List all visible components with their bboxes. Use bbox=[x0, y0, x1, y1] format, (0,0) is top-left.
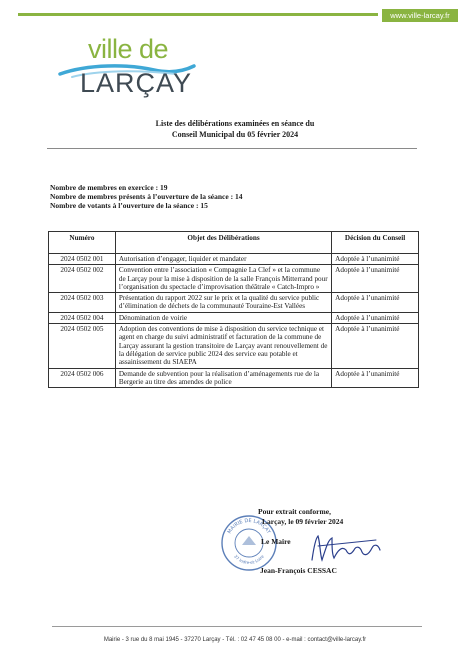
table-row bbox=[49, 312, 419, 323]
footer-divider bbox=[52, 626, 422, 627]
header-decision: Décision du Conseil bbox=[332, 232, 419, 254]
signature-block bbox=[258, 507, 344, 575]
row-numero: 2024 0502 005 bbox=[49, 324, 116, 368]
title-line-1: Liste des délibérations examinées en séance du bbox=[155, 119, 315, 128]
table-row bbox=[49, 324, 419, 368]
svg-text:37 Indre-et-Loire: 37 Indre-et-Loire bbox=[233, 553, 265, 566]
row-decision: Adoptée à l’unanimité bbox=[332, 265, 419, 293]
count-present: Nombre de membres présents à l’ouverture de la séance : 14 bbox=[50, 192, 243, 201]
header-green-rule bbox=[18, 13, 378, 16]
member-counts bbox=[50, 183, 242, 210]
count-members: Nombre de membres en exercice : 19 bbox=[50, 183, 168, 192]
logo-text-bottom: LARÇAY bbox=[80, 68, 193, 98]
row-decision: Adoptée à l’unanimité bbox=[332, 254, 419, 265]
signature-name: Jean-François CESSAC bbox=[260, 566, 337, 575]
row-numero: 2024 0502 004 bbox=[49, 312, 116, 323]
table-row bbox=[49, 368, 419, 388]
title-divider bbox=[47, 148, 417, 149]
logo-text-top: ville de bbox=[88, 34, 169, 64]
document-title bbox=[0, 118, 470, 140]
row-objet: Autorisation d’engager, liquider et mandater bbox=[115, 254, 331, 265]
signature-role: Le Maire bbox=[261, 537, 291, 546]
handwritten-signature bbox=[308, 532, 384, 566]
header-objet: Objet des Délibérations bbox=[115, 232, 331, 254]
row-objet: Adoption des conventions de mise à disposition du service technique et agent en charge du suivi administratif et facturation de la commune de Larçay assurant la gestion transitoire de Larçay avant renouvellement de la délégation de service public 2024 des service eau potable et assainissement du SIAEPA bbox=[115, 324, 331, 368]
row-numero: 2024 0502 001 bbox=[49, 254, 116, 265]
signature-line-2: Larçay, le 09 février 2024 bbox=[262, 516, 344, 526]
table-row bbox=[49, 254, 419, 265]
row-decision: Adoptée à l’unanimité bbox=[332, 293, 419, 313]
row-numero: 2024 0502 002 bbox=[49, 265, 116, 293]
ville-de-larcay-logo bbox=[58, 34, 198, 102]
row-numero: 2024 0502 003 bbox=[49, 293, 116, 313]
table-row bbox=[49, 293, 419, 313]
row-decision: Adoptée à l’unanimité bbox=[332, 368, 419, 388]
title-line-2: Conseil Municipal du 05 février 2024 bbox=[171, 130, 299, 139]
table-header-row bbox=[49, 232, 419, 254]
row-numero: 2024 0502 006 bbox=[49, 368, 116, 388]
row-objet: Présentation du rapport 2022 sur le prix et la qualité du service public d’élimination de déchets de la communauté Touraine-Est Vallées bbox=[115, 293, 331, 313]
table-row bbox=[49, 265, 419, 293]
svg-text:MAIRIE DE LARÇAY: MAIRIE DE LARÇAY bbox=[226, 517, 272, 535]
row-objet: Convention entre l’association « Compagnie La Clef » et la commune de Larçay pour la mise à disposition de la salle François Mitterrand pour l’organisation du spectacle d’improvisation théâtrale « Catch-Impro » bbox=[115, 265, 331, 293]
signature-line-1: Pour extrait conforme, bbox=[258, 507, 331, 516]
footer-contact: Mairie - 3 rue du 8 mai 1945 - 37270 Larçay - Tél. : 02 47 45 08 00 - e-mail : contact@ville-larcay.fr bbox=[103, 637, 367, 643]
deliberations-table bbox=[48, 231, 419, 388]
header-numero: Numéro bbox=[49, 232, 116, 254]
count-voters: Nombre de votants à l’ouverture de la séance : 15 bbox=[50, 201, 208, 210]
website-badge[interactable]: www.ville-larcay.fr bbox=[382, 9, 458, 22]
row-decision: Adoptée à l’unanimité bbox=[332, 312, 419, 323]
row-objet: Demande de subvention pour la réalisation d’aménagements rue de la Bergerie au titre des amendes de police bbox=[115, 368, 331, 388]
row-decision: Adoptée à l’unanimité bbox=[332, 324, 419, 368]
row-objet: Dénomination de voirie bbox=[115, 312, 331, 323]
